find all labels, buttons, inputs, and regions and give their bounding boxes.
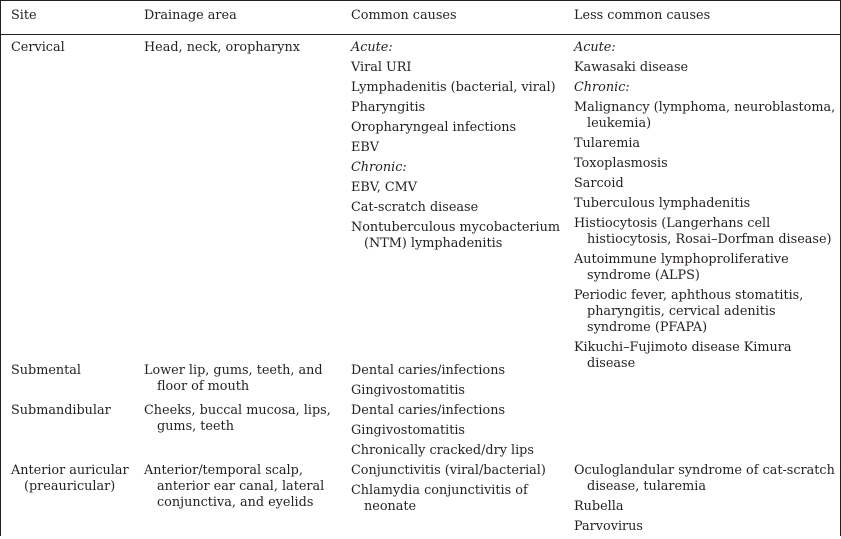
site-cell [11,463,136,499]
list-item: Sarcoid [574,176,624,191]
drainage-cell [144,40,340,60]
list-item: Cervical [11,40,65,55]
list-item: Anterior auricular (preauricular) [11,463,129,494]
header-drainage-area: Drainage area [144,8,237,23]
subheading: Acute: [351,40,393,55]
list-item: Rubella [574,499,624,514]
list-item: Autoimmune lymphoproliferative syndrome (ALPS) [574,252,789,283]
common-causes-cell [351,403,569,463]
list-item: Kawasaki disease [574,60,689,75]
less-common-causes-cell [574,463,836,539]
subheading: Chronic: [574,80,630,95]
common-causes-cell [351,463,569,519]
header-less-common-causes: Less common causes [574,8,711,23]
list-item: Malignancy (lymphoma, neuroblastoma, leukemia) [574,100,836,131]
drainage-cell [144,403,340,439]
site-cell [11,40,136,60]
list-item: Oculoglandular syndrome of cat-scratch disease, tularemia [574,463,835,494]
list-item: Anterior/temporal scalp, anterior ear canal, lateral conjunctiva, and eyelids [144,463,325,510]
list-item: Conjunctivitis (viral/bacterial) [351,463,546,478]
list-item: Dental caries/infections [351,403,506,418]
list-item: Lymphadenitis (bacterial, viral) [351,80,556,95]
left-border [0,0,1,536]
less-common-causes-cell [574,40,836,376]
list-item: Submental [11,363,82,378]
header-rule [0,34,841,35]
list-item: Cheeks, buccal mucosa, lips, gums, teeth [144,403,331,434]
list-item: Periodic fever, aphthous stomatitis, pharyngitis, cervical adenitis syndrome (PFAPA) [574,288,804,335]
list-item: Chronically cracked/dry lips [351,443,534,458]
common-causes-cell [351,363,569,403]
list-item: Toxoplasmosis [574,156,668,171]
list-item: Gingivostomatitis [351,423,465,438]
list-item: Tularemia [574,136,641,151]
list-item: Viral URI [351,60,412,75]
list-item: Pharyngitis [351,100,426,115]
subheading: Acute: [574,40,616,55]
header-common-causes: Common causes [351,8,457,23]
list-item: Head, neck, oropharynx [144,40,300,55]
site-cell [11,363,136,383]
subheading: Chronic: [351,160,407,175]
list-item: Dental caries/infections [351,363,506,378]
list-item: EBV [351,140,379,155]
header-site: Site [11,8,37,23]
list-item: Lower lip, gums, teeth, and floor of mouth [144,363,323,394]
list-item: EBV, CMV [351,180,418,195]
list-item: Oropharyngeal infections [351,120,517,135]
list-item: Gingivostomatitis [351,383,465,398]
list-item: Kikuchi–Fujimoto disease Kimura disease [574,340,792,371]
list-item: Parvovirus [574,519,643,534]
common-causes-cell [351,40,569,256]
list-item: Chlamydia conjunctivitis of neonate [351,483,528,514]
top-rule [0,0,841,1]
list-item: Cat-scratch disease [351,200,479,215]
site-cell [11,403,136,423]
list-item: Submandibular [11,403,111,418]
list-item: Tuberculous lymphadenitis [574,196,751,211]
drainage-cell [144,363,340,399]
list-item: Nontuberculous mycobacterium (NTM) lymphadenitis [351,220,561,251]
drainage-cell [144,463,340,515]
list-item: Histiocytosis (Langerhans cell histiocytosis, Rosai–Dorfman disease) [574,216,832,247]
